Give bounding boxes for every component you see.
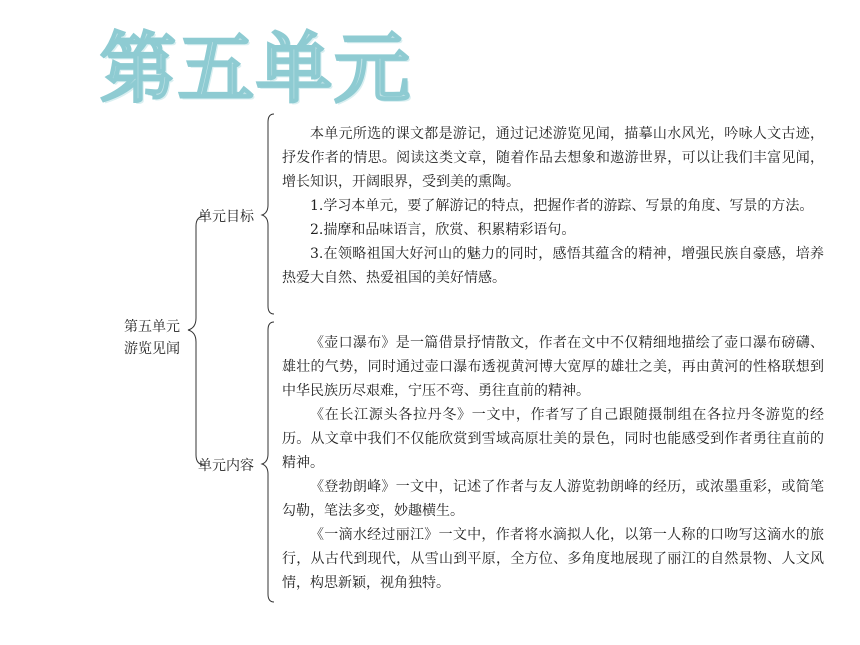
goals-paragraph: 2.揣摩和品味语言，欣赏、积累精彩语句。 [310, 222, 576, 238]
content-paragraph: 《一滴水经过丽江》一文中，作者将水滴拟人化，以第一人称的口吻写这滴水的旅行，从古代到现代，从雪山到平原，全方位、多角度地展现了丽江的自然景物、人文风情，构思新颖，视角独特。 [282, 527, 824, 591]
content-paragraph: 《在长江源头各拉丹冬》一文中，作者写了自己跟随摄制组在各拉丹冬游览的经历。从文章中我们不仅能欣赏到雪域高原壮美的景色，同时也能感受到作者勇往直前的精神。 [282, 407, 824, 471]
content-paragraph: 《登勃朗峰》一文中，记述了作者与友人游览勃朗峰的经历，或浓墨重彩，或简笔勾勒，笔法多变，妙趣横生。 [282, 479, 824, 519]
goals-label: 单元目标 [198, 209, 254, 225]
content-paragraph: 《壶口瀑布》是一篇借景抒情散文，作者在文中不仅精细地描绘了壶口瀑布磅礴、雄壮的气势，同时通过壶口瀑布透视黄河博大宽厚的雄壮之美，再由黄河的性格联想到中华民族历尽艰难，宁压不弯、勇往直前的精神。 [282, 335, 824, 399]
goals-paragraph: 1.学习本单元，要了解游记的特点，把握作者的游踪、写景的角度、写景的方法。 [310, 198, 814, 214]
content-label: 单元内容 [198, 458, 254, 474]
root-brace [188, 216, 205, 465]
root-label-line2: 游览见闻 [124, 341, 180, 357]
content-text-block [282, 331, 824, 595]
unit-title: 第五单元 [100, 24, 412, 113]
content-brace [262, 322, 274, 602]
goals-text-block [282, 122, 824, 290]
root-label [124, 316, 180, 360]
goals-paragraph: 本单元所选的课文都是游记，通过记述游览见闻，描摹山水风光，吟咏人文古迹，抒发作者的情思。阅读这类文章，随着作品去想象和遨游世界，可以让我们丰富见闻，增长知识，开阔眼界，受到美的熏陶。 [282, 126, 824, 190]
goals-paragraph: 3.在领略祖国大好河山的魅力的同时，感悟其蕴含的精神，增强民族自豪感，培养热爱大自然、热爱祖国的美好情感。 [282, 246, 824, 286]
root-label-line1: 第五单元 [124, 319, 180, 335]
goals-brace [262, 114, 274, 314]
